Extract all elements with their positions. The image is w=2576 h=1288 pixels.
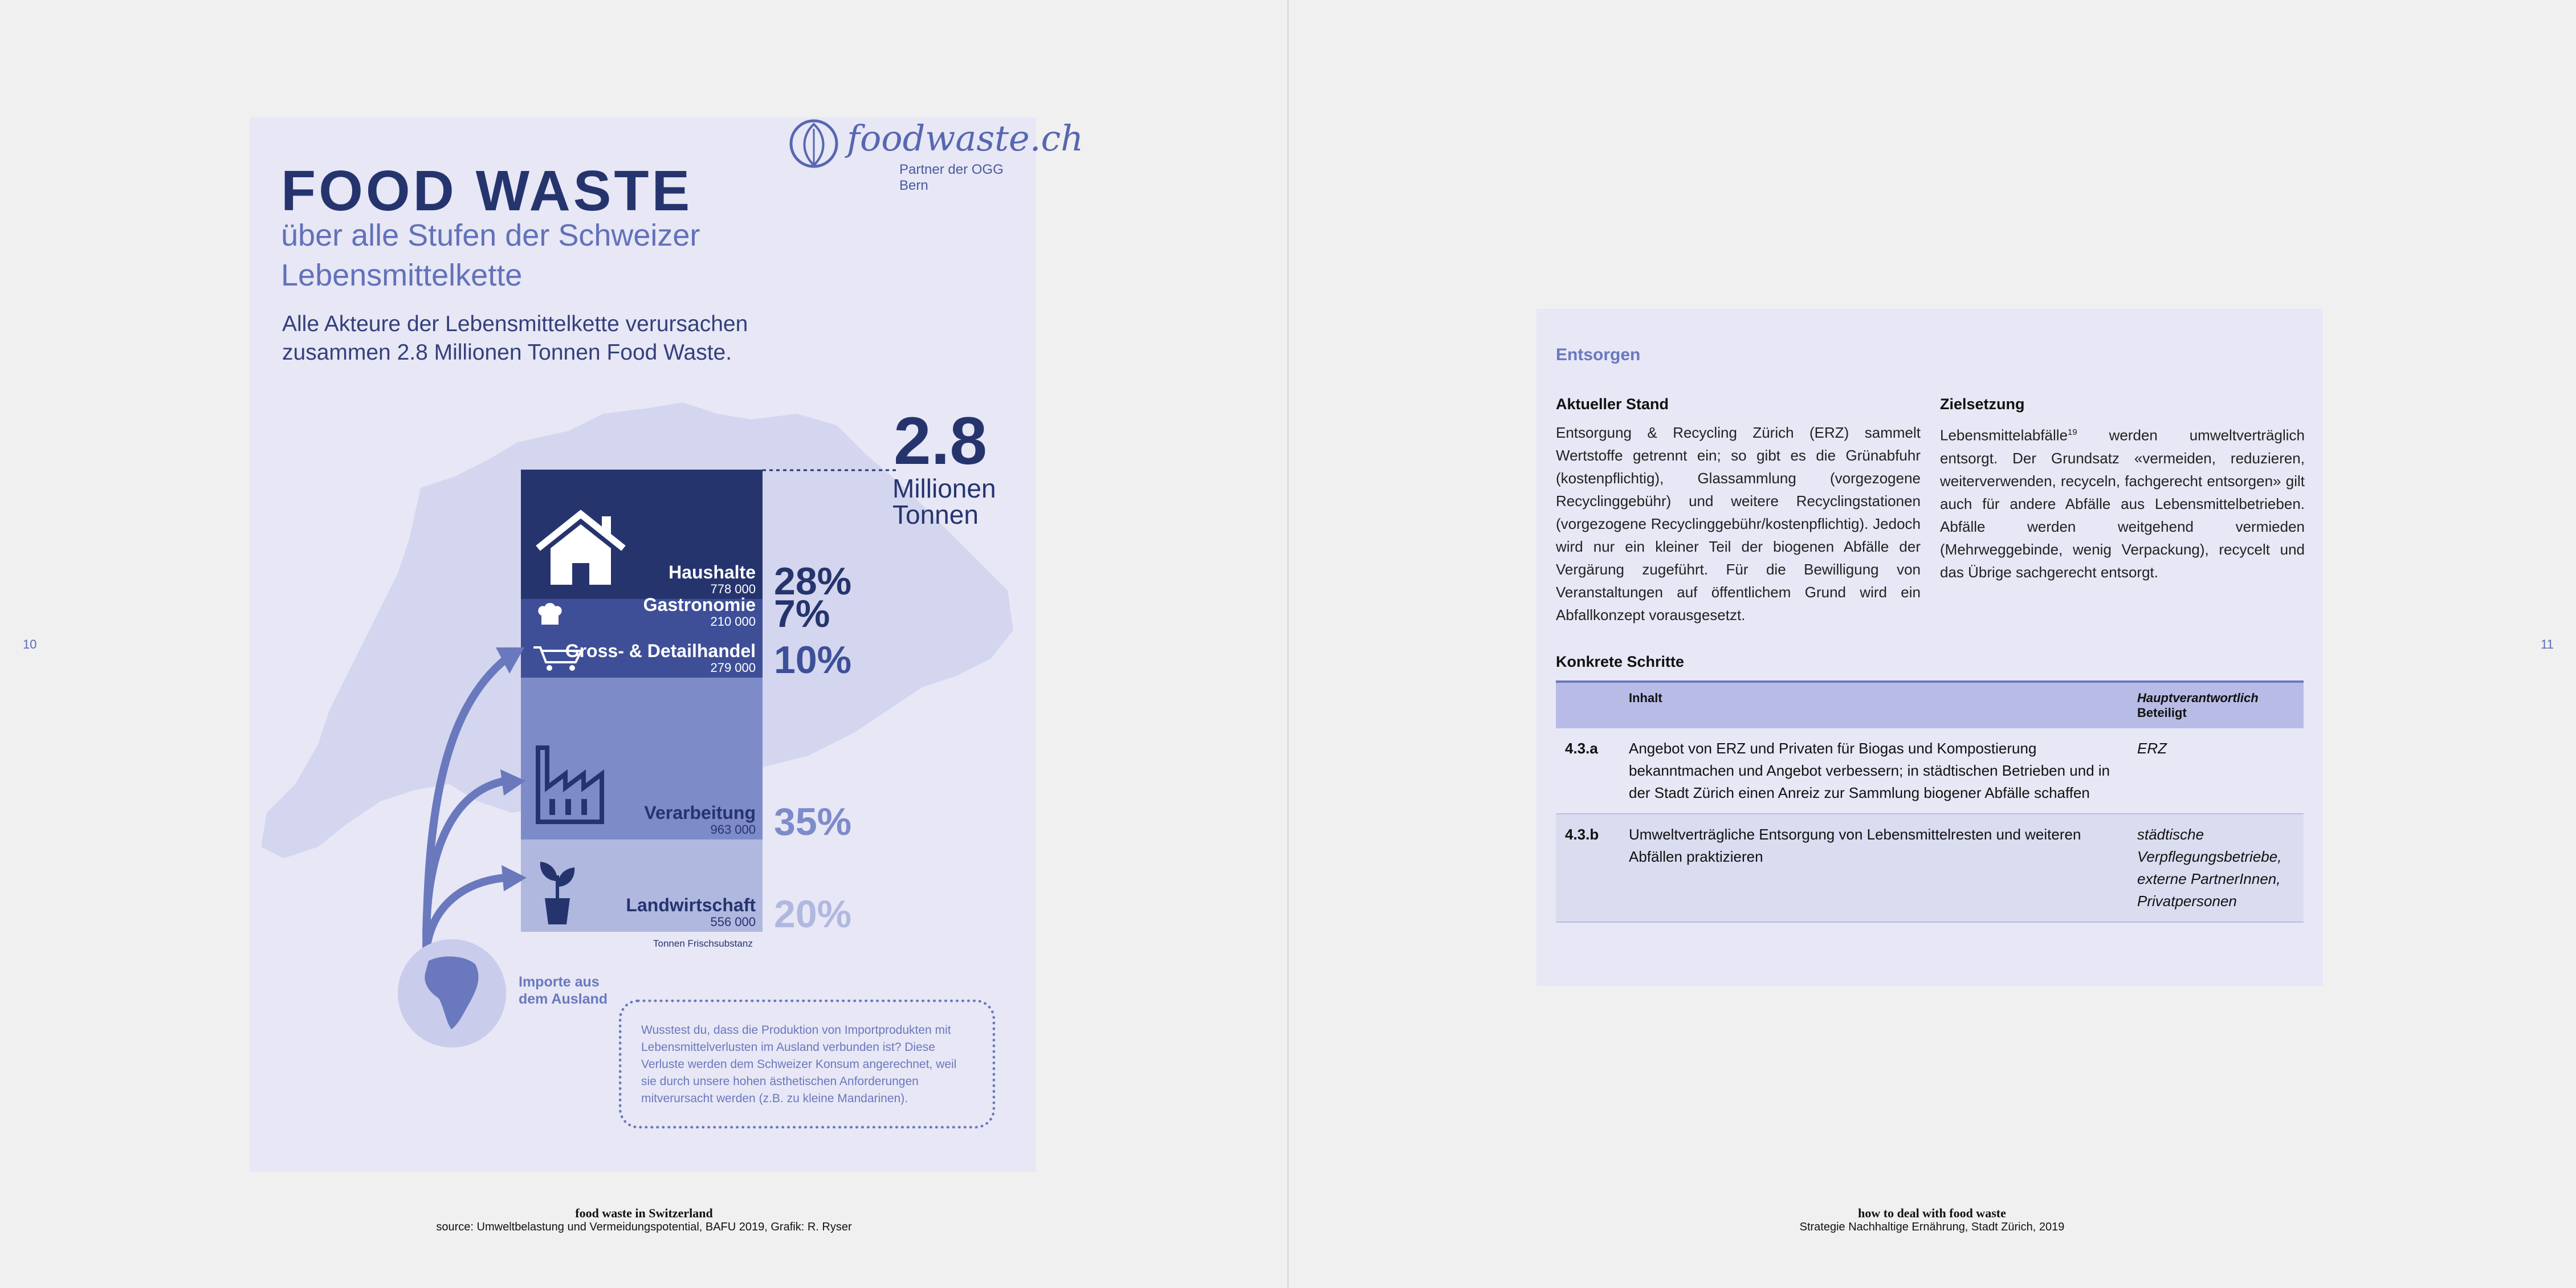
segment-percent: 7%	[774, 592, 830, 635]
header-content: Inhalt	[1620, 682, 2128, 728]
goal-footnote: 19	[2068, 427, 2077, 437]
imports-label	[519, 973, 608, 1008]
goal-column	[1940, 396, 2305, 584]
subtitle-line-2: Lebensmittelkette	[281, 258, 523, 292]
row-id: 4.3.a	[1556, 728, 1620, 814]
total-unit-line-1: Millionen	[892, 474, 996, 503]
logo-wordmark: foodwaste.ch	[847, 117, 1084, 159]
header-responsible	[2128, 682, 2304, 728]
segment-value: 210 000	[710, 614, 756, 629]
factory-icon	[532, 742, 618, 828]
row-content: Angebot von ERZ und Privaten für Biogas und Kompostierung bekanntmachen und Angebot verbessern; in städtischen Betrieben und in der Stadt Zürich einen Anreiz zur Sammlung biogener Abfälle schaffen	[1620, 728, 2128, 814]
right-caption-title: how to deal with food waste	[1858, 1206, 2006, 1220]
segment-label: Haushalte	[669, 562, 756, 582]
header-id	[1556, 682, 1620, 728]
infographic-intro	[282, 310, 795, 367]
segment-value: 963 000	[710, 822, 756, 837]
steps-title: Konkrete Schritte	[1556, 653, 1685, 670]
row-responsible: städtische Verpflegungsbetriebe, externe PartnerInnen, Privatpersonen	[2128, 814, 2304, 922]
house-icon	[532, 508, 629, 588]
current-state-text: Entsorgung & Recycling Zürich (ERZ) sammelt Wertstoffe getrennt ein; so gibt es die Grünabfuhr (kostenpflichtig), Glassammlung (vorgezogene Recyclinggebühr) und weitere Recyclingstationen (vorgezogene Recyclinggebühr/kostenpflichtig). Jedoch wird nur ein kleiner Teil der biogenen Abfälle der Vergärung zugeführt. Für die Bewilligung von Veranstaltungen auf öffentlichem Grund wird ein Abfallkonzept vorausgesetzt.	[1556, 424, 1921, 623]
right-page-number: 11	[2541, 637, 2554, 651]
logo-partner: Partner der OGG Bern	[899, 162, 1004, 193]
book-spine	[1287, 0, 1289, 1288]
intro-line-2: zusammen 2.8 Millionen Tonnen Food Waste.	[282, 340, 732, 365]
infographic-subtitle	[281, 215, 794, 295]
goal-title: Zielsetzung	[1940, 396, 2025, 413]
goal-text-lead: Lebensmittelabfälle	[1940, 426, 2068, 444]
import-arrows	[392, 642, 529, 961]
header-responsible-main: Hauptverantwortlich	[2137, 691, 2259, 705]
segment-value: 279 000	[710, 661, 756, 675]
segment-percent: 20%	[774, 892, 852, 936]
segment-label: Gross- & Detailhandel	[565, 641, 756, 661]
unit-note: Tonnen Frischsubstanz	[653, 938, 753, 949]
segment-percent: 35%	[774, 800, 852, 843]
right-caption-source: Strategie Nachhaltige Ernährung, Stadt Zürich, 2019	[1799, 1221, 2065, 1233]
total-leader-line	[763, 468, 899, 472]
intro-line-1: Alle Akteure der Lebensmittelkette verursachen	[282, 312, 748, 336]
row-content: Umweltverträgliche Entsorgung von Lebensmittelresten und weiteren Abfällen praktizieren	[1620, 814, 2128, 922]
total-unit-line-2: Tonnen	[892, 500, 979, 529]
segment-value: 556 000	[710, 915, 756, 929]
food-waste-infographic	[250, 117, 1084, 1172]
left-page-caption	[399, 1206, 889, 1234]
total-unit	[892, 475, 996, 528]
plant-icon	[535, 858, 580, 927]
current-state-title: Aktueller Stand	[1556, 396, 1669, 413]
import-hint-box: Wusstest du, dass die Produktion von Importprodukten mit Lebensmittelverlusten im Ausland verbunden ist? Diese Verluste werden dem Schweizer Konsum angerechnet, weil sie durch unsere hohen ästhetischen Anforderungen mitverursacht werden (z.B. zu kleine Mandarinen).	[619, 1000, 995, 1128]
chef-hat-icon	[536, 602, 564, 627]
imports-line-1: Importe aus	[519, 974, 600, 990]
total-value: 2.8	[894, 403, 988, 479]
segment-label: Gastronomie	[643, 594, 756, 615]
goal-text	[1940, 421, 2305, 584]
left-page-number: 10	[23, 637, 37, 651]
subtitle-line-1: über alle Stufen der Schweizer	[281, 218, 700, 252]
goal-text-rest: werden umweltverträglich entsorgt. Der Grundsatz «vermeiden, reduzieren, weiterverwenden, recyceln, fachgerecht entsorgen» gilt auch für andere Abfälle aus Lebensmittelbetrieben. Abfälle werden weitgehend vermieden (Mehrweggebinde, wenig Verpackung), recycelt und das Übrige sachgerecht entsorgt.	[1940, 426, 2305, 581]
left-caption-source: source: Umweltbelastung und Vermeidungspotential, BAFU 2019, Grafik: R. Ryser	[436, 1221, 852, 1233]
segment-label: Verarbeitung	[644, 802, 756, 823]
infographic-title: FOOD WASTE	[281, 159, 693, 223]
strategy-document-panel	[1536, 309, 2323, 986]
segment-label: Landwirtschaft	[626, 895, 756, 915]
row-id: 4.3.b	[1556, 814, 1620, 922]
steps-table-header	[1556, 682, 2304, 728]
current-state-column	[1556, 396, 1921, 626]
globe-africa-icon	[397, 938, 507, 1049]
table-row	[1556, 814, 2304, 922]
segment-percent: 10%	[774, 638, 852, 682]
row-responsible: ERZ	[2128, 728, 2304, 814]
left-caption-title: food waste in Switzerland	[575, 1206, 713, 1220]
segment-percent: 28%	[774, 560, 852, 603]
shopping-cart-icon	[532, 644, 584, 671]
section-heading: Entsorgen	[1556, 345, 1641, 364]
header-responsible-involved: Beteiligt	[2137, 706, 2187, 720]
imports-line-2: dem Ausland	[519, 991, 608, 1007]
segment-value: 778 000	[710, 582, 756, 596]
table-row	[1556, 728, 2304, 814]
right-page-caption	[1687, 1206, 2177, 1234]
steps-table	[1556, 680, 2304, 923]
